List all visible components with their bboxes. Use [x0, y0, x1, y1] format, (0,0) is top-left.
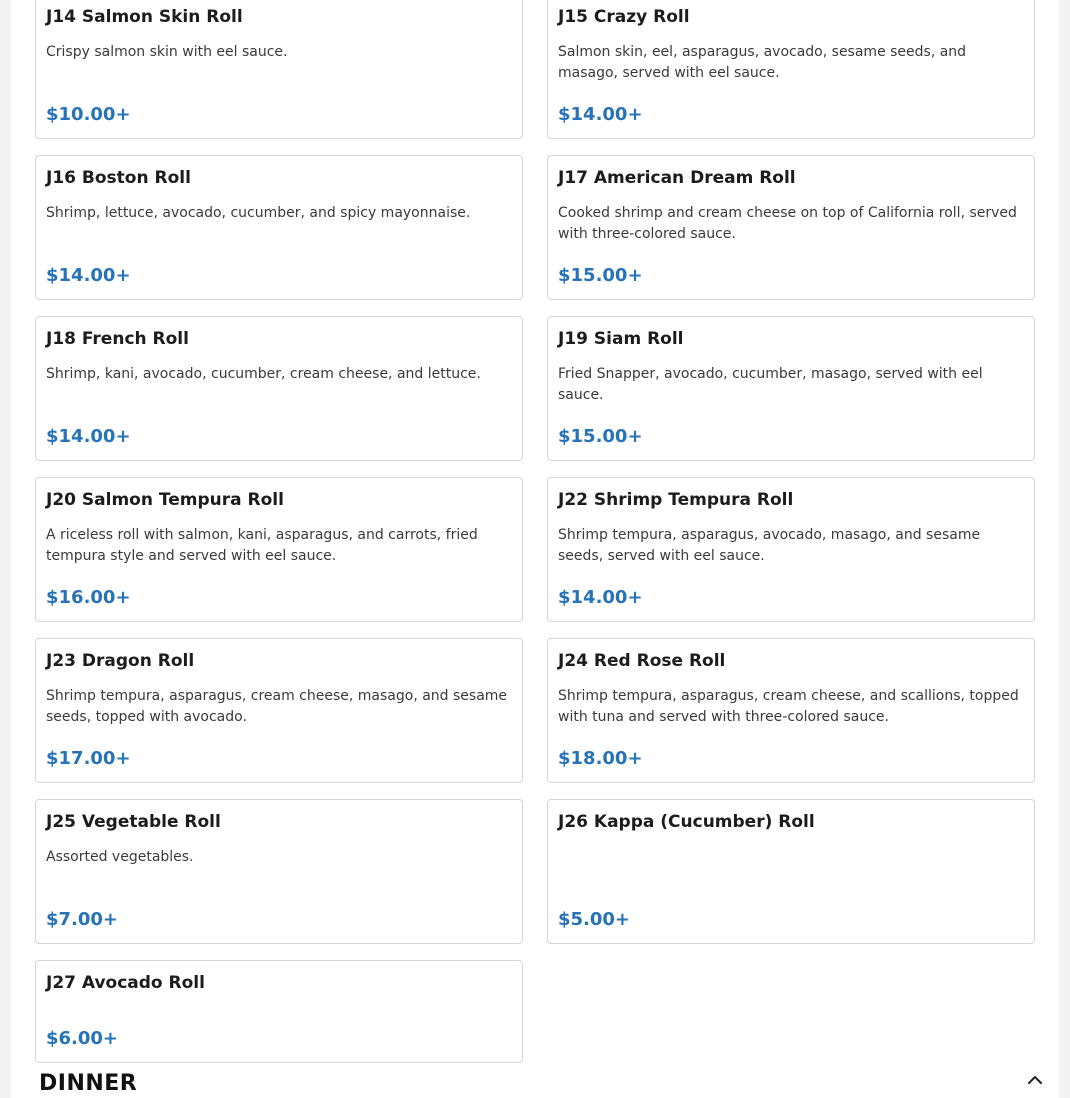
menu-item-description: Assorted vegetables.: [46, 849, 194, 865]
menu-item-price: $14.00+: [558, 104, 643, 125]
menu-item-title: J25 Vegetable Roll: [46, 812, 221, 832]
menu-item-price: $5.00+: [558, 909, 631, 930]
menu-item-title: J18 French Roll: [46, 329, 189, 349]
menu-item-title: J23 Dragon Roll: [46, 651, 195, 671]
menu-item-description: Shrimp tempura, asparagus, cream cheese, masago, and sesame seeds, topped with avocado.: [46, 688, 508, 725]
menu-item-card[interactable]: [35, 0, 523, 139]
menu-item-title: J19 Siam Roll: [558, 329, 684, 349]
menu-item-card[interactable]: [547, 477, 1035, 622]
menu-item-price: $6.00+: [46, 1028, 119, 1049]
menu-item-description: Shrimp, kani, avocado, cucumber, cream cheese, and lettuce.: [46, 366, 481, 382]
menu-item-description: Salmon skin, eel, asparagus, avocado, sesame seeds, and masago, served with eel sauce.: [558, 44, 967, 81]
menu-item-title: J16 Boston Roll: [46, 168, 191, 188]
menu-item-title: J14 Salmon Skin Roll: [46, 7, 243, 27]
menu-item-card[interactable]: [35, 155, 523, 300]
menu-item-grid: [35, 0, 1035, 1063]
menu-item-price: $14.00+: [46, 265, 131, 286]
chevron-up-icon[interactable]: [1025, 1070, 1045, 1090]
menu-item-card[interactable]: [547, 316, 1035, 461]
menu-item-card[interactable]: [35, 799, 523, 944]
menu-item-card[interactable]: [547, 638, 1035, 783]
menu-item-price: $15.00+: [558, 265, 643, 286]
menu-item-price: $7.00+: [46, 909, 119, 930]
menu-item-description: Fried Snapper, avocado, cucumber, masago, served with eel sauce.: [558, 366, 983, 403]
menu-item-title: J20 Salmon Tempura Roll: [46, 490, 284, 510]
menu-item-price: $14.00+: [46, 426, 131, 447]
menu-item-price: $17.00+: [46, 748, 131, 769]
menu-item-card[interactable]: [35, 316, 523, 461]
menu-item-description: A riceless roll with salmon, kani, asparagus, and carrots, fried tempura style and served with eel sauce.: [46, 527, 478, 564]
menu-item-description: Shrimp tempura, asparagus, cream cheese, and scallions, topped with tuna and served with three-colored sauce.: [558, 688, 1019, 725]
menu-item-price: $10.00+: [46, 104, 131, 125]
menu-item-title: J24 Red Rose Roll: [558, 651, 726, 671]
menu-item-price: $15.00+: [558, 426, 643, 447]
menu-item-card[interactable]: [35, 960, 523, 1063]
dinner-section-header[interactable]: [39, 1068, 1039, 1098]
menu-item-description: Shrimp tempura, asparagus, avocado, masago, and sesame seeds, served with eel sauce.: [558, 527, 981, 564]
menu-item-card[interactable]: [547, 0, 1035, 139]
menu-item-description: Crispy salmon skin with eel sauce.: [46, 44, 288, 60]
menu-item-description: Cooked shrimp and cream cheese on top of California roll, served with three-colored sauce.: [558, 205, 1017, 242]
menu-item-title: J27 Avocado Roll: [46, 973, 205, 993]
menu-item-price: $16.00+: [46, 587, 131, 608]
section-title: DINNER: [39, 1071, 138, 1096]
menu-item-card[interactable]: [547, 155, 1035, 300]
menu-item-price: $14.00+: [558, 587, 643, 608]
menu-item-card[interactable]: [35, 477, 523, 622]
menu-item-card[interactable]: [35, 638, 523, 783]
menu-item-card[interactable]: [547, 799, 1035, 944]
menu-item-price: $18.00+: [558, 748, 643, 769]
menu-item-title: J17 American Dream Roll: [558, 168, 796, 188]
menu-item-description: Shrimp, lettuce, avocado, cucumber, and spicy mayonnaise.: [46, 205, 471, 221]
menu-item-title: J15 Crazy Roll: [558, 7, 690, 27]
menu-panel: [11, 0, 1059, 1098]
menu-item-title: J22 Shrimp Tempura Roll: [558, 490, 794, 510]
menu-item-title: J26 Kappa (Cucumber) Roll: [558, 812, 815, 832]
